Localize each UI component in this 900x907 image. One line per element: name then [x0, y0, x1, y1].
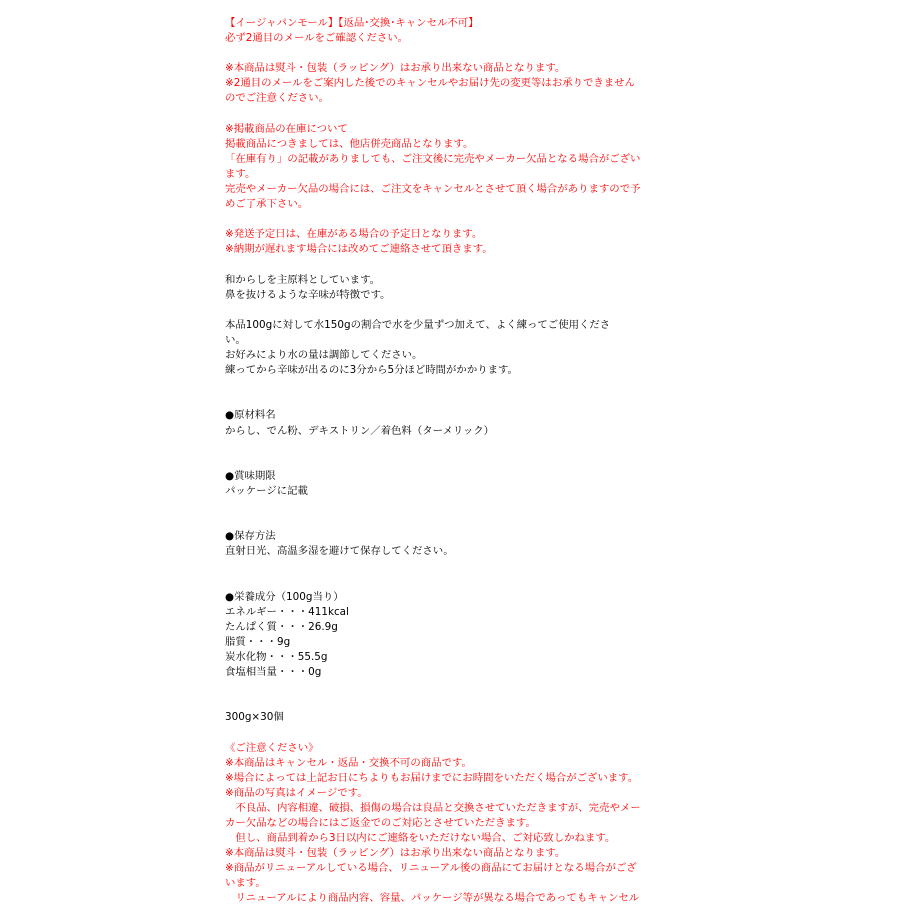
notice-stock-line-1: 掲載商品につきましては、他店併売商品となります。 [225, 137, 474, 150]
caution-line-8: ※商品がリニューアルしている場合、リニューアル後の商品にてお届けとなる場合がござ [225, 862, 637, 875]
notice-stock-line-4: 完売やメーカー欠品の場合には、ご注文をキャンセルとさせて頂く場合がありますので予 [225, 183, 641, 196]
caution-line-3: ※商品の写真はイメージです。 [225, 786, 368, 799]
nutrition-energy: エネルギー・・・411kcal [225, 605, 349, 618]
nutrition-carbs: 炭水化物・・・55.5g [225, 650, 328, 663]
notice-change-line-1: ※2通目のメールをご案内した後でのキャンセルやお届け先の変更等はお承りできません [225, 77, 635, 90]
caution-block [225, 741, 645, 907]
notice-confirm-mail: 必ず2通目のメールをご確認ください。 [225, 32, 409, 45]
nutrition-title: ●栄養成分（100g当り） [225, 590, 344, 603]
notice-stock-line-2: 「在庫有り」の記載がありましても、ご注文後に完売やメーカー欠品となる場合がござい [225, 152, 641, 165]
expiry-section [225, 469, 645, 499]
nutrition-salt: 食塩相当量・・・0g [225, 666, 322, 679]
spacer [225, 303, 645, 318]
storage-section [225, 529, 645, 559]
spacer [225, 725, 645, 740]
spacer [225, 439, 645, 469]
nutrition-fat: 脂質・・・9g [225, 635, 291, 648]
usage-line-1: 本品100gに対して水150gの割合で水を少量ずつ加えて、よく練ってご使用くださ [225, 318, 611, 331]
storage-title: ●保存方法 [225, 530, 276, 543]
description-block [225, 273, 645, 379]
spacer [225, 46, 645, 61]
spacer [225, 559, 645, 589]
spacer [225, 107, 645, 122]
notice-change-line-2: のでご注意ください。 [225, 92, 329, 105]
description-line-1: 和からしを主原料としています。 [225, 273, 381, 286]
notice-ship-line-1: ※発送予定日は、在庫がある場合の予定日となります。 [225, 228, 483, 241]
ingredients-value: からし、でん粉、デキストリン／着色料（ターメリック） [225, 424, 495, 437]
caution-line-10: リニューアルにより商品内容、容量、パッケージ等が異なる場合であってもキャンセル [225, 892, 640, 905]
package-size: 300g×30個 [225, 711, 284, 724]
caution-line-4: 不良品、内容相違、破損、損傷の場合は良品と交換させていただきますが、完売やメー [225, 801, 641, 814]
spacer [225, 378, 645, 408]
usage-line-2: い。 [225, 333, 246, 346]
nutrition-protein: たんぱく質・・・26.9g [225, 620, 338, 633]
expiry-value: パッケージに記載 [225, 484, 308, 497]
caution-title: 《ご注意ください》 [225, 741, 319, 754]
caution-line-1: ※本商品はキャンセル・返品・交換不可の商品です。 [225, 756, 472, 769]
caution-line-7: ※本商品は熨斗・包装（ラッピング）はお承り出来ない商品となります。 [225, 847, 566, 860]
notice-header: 【イージャパンモール】【返品･交換･キャンセル不可】 [225, 17, 479, 29]
spacer [225, 680, 645, 710]
nutrition-section [225, 590, 645, 681]
usage-line-3: お好みにより水の量は調節してください。 [225, 349, 423, 362]
notice-block [225, 16, 645, 258]
notice-noshi: ※本商品は熨斗・包装（ラッピング）はお承り出来ない商品となります。 [225, 62, 566, 75]
caution-line-6: 但し、商品到着から3日以内にご連絡をいただけない場合、ご対応致しかねます。 [225, 832, 616, 845]
caution-line-2: ※場合によっては上記お日にちよりもお届けまでにお時間をいただく場合がございます。 [225, 771, 639, 784]
spacer [225, 212, 645, 227]
notice-stock-line-3: ます。 [225, 167, 256, 180]
ingredients-title: ●原材料名 [225, 409, 276, 422]
ingredients-section [225, 408, 645, 438]
spacer [225, 499, 645, 529]
product-description [225, 16, 645, 907]
description-line-2: 鼻を抜けるような辛味が特徴です。 [225, 288, 391, 301]
usage-line-4: 練ってから辛味が出るのに3分から5分ほど時間がかかります。 [225, 364, 518, 377]
expiry-title: ●賞味期限 [225, 469, 276, 482]
notice-stock-line-5: めご了承下さい。 [225, 198, 309, 211]
storage-value: 直射日光、高温多湿を避けて保存してください。 [225, 545, 454, 558]
spacer [225, 258, 645, 273]
caution-line-9: います。 [225, 877, 266, 890]
caution-line-5: カー欠品などの場合にはご返金でのご対応とさせていただきます。 [225, 816, 536, 829]
notice-stock-title: ※掲載商品の在庫について [225, 122, 348, 135]
notice-ship-line-2: ※納期が遅れます場合には改めてご連絡させて頂きます。 [225, 243, 493, 256]
